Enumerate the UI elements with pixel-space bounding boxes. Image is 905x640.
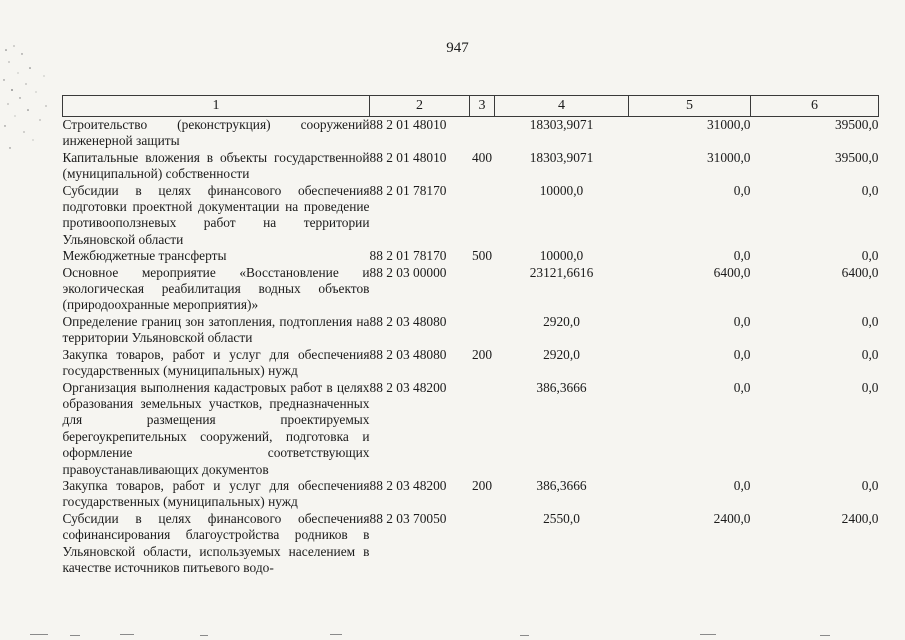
- row-value-col4: 18303,9071: [529, 149, 594, 165]
- row-type-cell: [470, 117, 495, 150]
- table-row: [63, 248, 879, 264]
- row-type-cell: [470, 314, 495, 347]
- row-value-col5: 31000,0: [706, 149, 751, 165]
- row-code-cell: 88 2 03 70050: [369, 510, 447, 526]
- row-value-col6: 0,0: [861, 379, 879, 395]
- row-value-col4: 23121,6616: [529, 264, 594, 280]
- table-row: [63, 511, 879, 577]
- row-value-col4: 2920,0: [543, 346, 580, 362]
- row-name-cell: Основное мероприятие «Восстановление и экологическая реабилитация водных объектов (природоохранные мероприятия)»: [62, 264, 370, 313]
- row-name-cell: Закупка товаров, работ и услуг для обеспечения государственных (муниципальных) нужд: [62, 477, 370, 510]
- table-row: [63, 314, 879, 347]
- row-code-cell: 88 2 03 48200: [369, 477, 447, 493]
- row-type-cell: [470, 183, 495, 249]
- row-value-col6: 6400,0: [841, 264, 879, 280]
- row-value-col5: 0,0: [733, 182, 751, 198]
- row-value-col5: 0,0: [733, 379, 751, 395]
- row-value-col6: 0,0: [861, 313, 879, 329]
- row-name-cell: Субсидии в целях финансового обеспечения подготовки проектной документации на проведение противооползневых работ на территории Ульяновской области: [62, 182, 370, 247]
- row-name-cell: Строительство (реконструкция) сооружений инженерной защиты: [62, 117, 370, 149]
- row-value-col6: 0,0: [861, 477, 879, 493]
- table-row: [63, 478, 879, 511]
- row-value-col5: 0,0: [733, 346, 751, 362]
- table-row: [63, 265, 879, 314]
- row-value-col6: 0,0: [861, 346, 879, 362]
- scan-noise-left: [0, 40, 55, 160]
- row-value-col4: 10000,0: [539, 182, 584, 198]
- row-name-cell: Межбюджетные трансферты: [62, 248, 227, 264]
- row-value-col4: 18303,9071: [529, 117, 594, 132]
- row-code-cell: 88 2 01 78170: [369, 248, 447, 264]
- column-header: 5: [629, 96, 751, 117]
- row-type-cell: 500: [471, 248, 493, 264]
- row-value-col6: 39500,0: [834, 117, 879, 132]
- row-code-cell: 88 2 03 48080: [369, 313, 447, 329]
- row-value-col4: 2920,0: [543, 313, 580, 329]
- row-code-cell: 88 2 01 48010: [369, 117, 447, 132]
- row-value-col6: 0,0: [861, 182, 879, 198]
- row-name-cell: Определение границ зон затопления, подтопления на территории Ульяновской области: [62, 313, 370, 346]
- page-number: 947: [446, 40, 469, 56]
- table-row: [63, 183, 879, 249]
- table-row: [63, 150, 879, 183]
- row-code-cell: 88 2 03 48080: [369, 346, 447, 362]
- budget-table: [62, 95, 879, 576]
- row-value-col6: 0,0: [861, 248, 879, 264]
- column-header: 4: [495, 96, 629, 117]
- row-type-cell: [470, 380, 495, 478]
- row-type-cell: [470, 511, 495, 577]
- row-value-col5: 0,0: [733, 477, 751, 493]
- column-header: 2: [370, 96, 470, 117]
- row-value-col4: 386,3666: [536, 379, 587, 395]
- row-value-col6: 39500,0: [834, 149, 879, 165]
- row-name-cell: Капитальные вложения в объекты государственной (муниципальной) собственности: [62, 149, 370, 182]
- row-value-col5: 6400,0: [713, 264, 751, 280]
- row-type-cell: 200: [471, 346, 493, 362]
- row-name-cell: Организация выполнения кадастровых работ в целях образования земельных участков, предназначенных для размещения проектируемых берегоукрепительных сооружений, подготовка и оформление соответствующих правоустанавливающих документов: [62, 379, 370, 477]
- row-code-cell: 88 2 01 48010: [369, 149, 447, 165]
- table-row: [63, 380, 879, 478]
- table-header-row: [63, 96, 879, 117]
- row-code-cell: 88 2 01 78170: [369, 182, 447, 198]
- row-code-cell: 88 2 03 00000: [369, 264, 447, 280]
- row-value-col4: 2550,0: [543, 510, 580, 526]
- row-value-col5: 0,0: [733, 313, 751, 329]
- column-header: 3: [470, 96, 495, 117]
- row-value-col5: 31000,0: [706, 117, 751, 132]
- table-row: [63, 117, 879, 150]
- row-name-cell: Закупка товаров, работ и услуг для обеспечения государственных (муниципальных) нужд: [62, 346, 370, 379]
- row-value-col4: 386,3666: [536, 477, 587, 493]
- column-header: 1: [63, 96, 370, 117]
- row-type-cell: 400: [471, 149, 493, 165]
- row-type-cell: [470, 265, 495, 314]
- row-type-cell: 200: [471, 477, 493, 493]
- table-row: [63, 347, 879, 380]
- row-value-col4: 10000,0: [539, 248, 584, 264]
- row-value-col5: 0,0: [733, 248, 751, 264]
- column-header: 6: [751, 96, 879, 117]
- row-value-col6: 2400,0: [841, 510, 879, 526]
- row-code-cell: 88 2 03 48200: [369, 379, 447, 395]
- row-value-col5: 2400,0: [713, 510, 751, 526]
- row-name-cell: Субсидии в целях финансового обеспечения софинансирования благоустройства родников в Ульяновской области, используемых населением в качестве источников питьевого водо-: [62, 510, 370, 575]
- scan-noise-bottom: [0, 630, 905, 640]
